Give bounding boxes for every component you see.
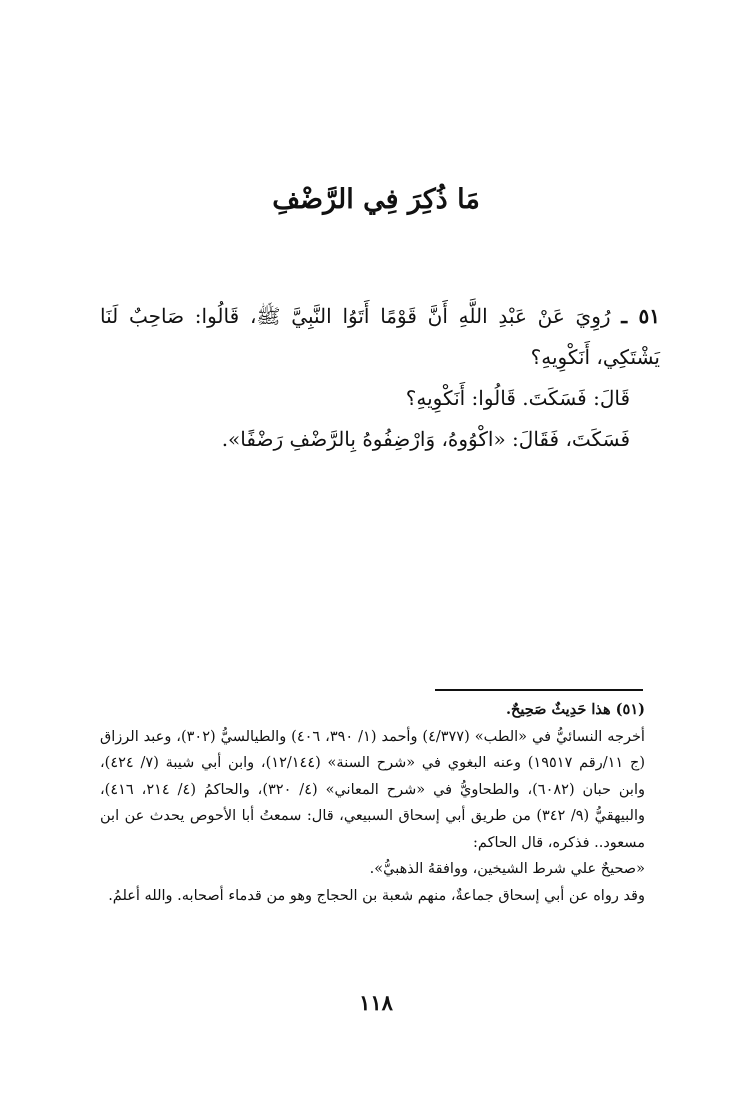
hadith-line-1-text: رُوِيَ عَنْ عَبْدِ اللَّهِ أَنَّ قَوْمًا أَتَوُا النَّبِيَّ ﷺ، قَالُوا: صَاحِبٌ لَنَا يَشْتَكِي، أَنَكْوِيهِ؟ bbox=[100, 304, 660, 369]
page-number: ١١٨ bbox=[359, 990, 393, 1015]
hadith-line-1 bbox=[100, 296, 660, 378]
footnote-paragraph-2: «صحيحٌ علي شرط الشيخين، ووافقهُ الذهبيُّ». bbox=[369, 861, 645, 877]
footnote-paragraph-1: أخرجه النسائيُّ في «الطب» (٤/٣٧٧) وأحمد (١/ ٣٩٠، ٤٠٦) والطيالسيُّ (٣٠٢)، وعبد الرزاق (ج ١١/رقم ١٩٥١٧) وعنه البغوي في «شرح السنة» (١٢/١٤٤)، وابن أبي شيبة (٧/ ٤٢٤)، وابن حبان (٦٠٨٢)، والطحاويُّ في «شرح المعاني» (٤/ ٣٢٠)، والحاكمُ (٤/ ٢١٤، ٤١٦)، والبيهقيُّ (٩/ ٣٤٢) من طريق أبي إسحاق السبيعي، قال: سمعتُ أبا الأحوص يحدث عن ابن مسعود.. فذكره، قال الحاكم: bbox=[100, 728, 646, 851]
footnote-heading: (٥١) هذا حَدِيثٌ صَحِيحٌ. bbox=[505, 701, 645, 718]
chapter-title: مَا ذُكِرَ فِي الرَّضْفِ bbox=[272, 184, 480, 215]
hadith-text bbox=[100, 296, 660, 460]
footnote-divider bbox=[435, 689, 643, 691]
footnotes bbox=[100, 697, 645, 909]
hadith-number: ٥١ ـ bbox=[621, 304, 661, 328]
hadith-line-2: قَالَ: فَسَكَتَ. قَالُوا: أَنَكْوِيهِ؟ bbox=[405, 386, 630, 410]
hadith-line-3: فَسَكَتَ، فَقَالَ: «اكْوُوهُ، وَارْضِفُوهُ بِالرَّضْفِ رَضْفًا». bbox=[221, 427, 630, 451]
footnote-paragraph-3: وقد رواه عن أبي إسحاق جماعةٌ، منهم شعبة بن الحجاج وهو من قدماء أصحابه. والله أعلمُ. bbox=[108, 887, 645, 904]
